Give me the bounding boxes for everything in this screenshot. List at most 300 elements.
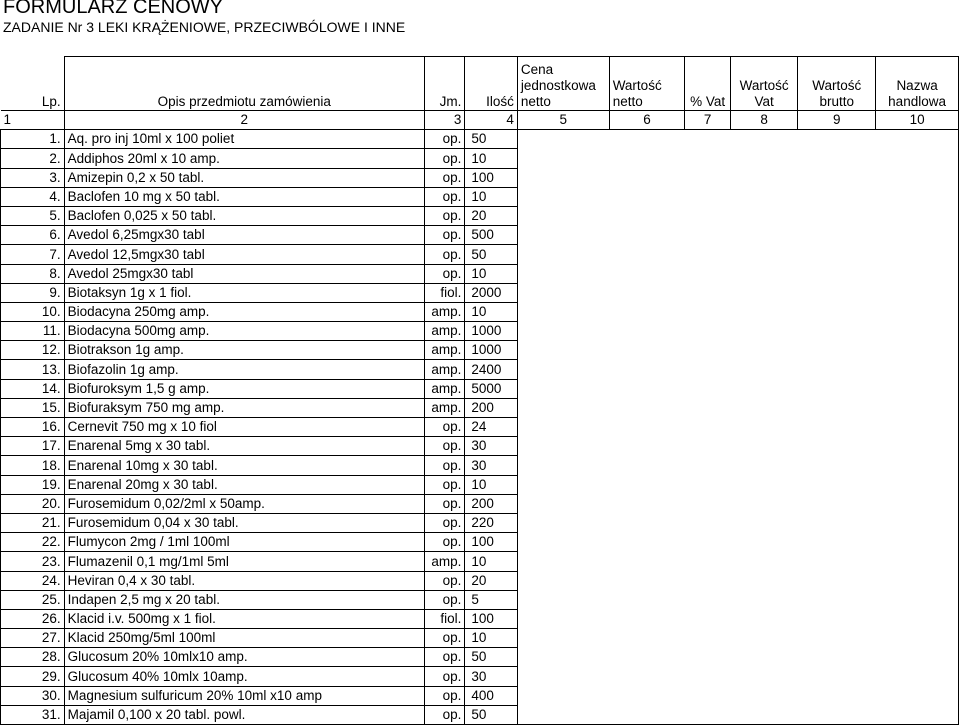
row-cena-jednostkowa[interactable] [517,187,609,206]
row-wartosc-vat[interactable] [730,168,798,187]
row-opis: Biofuraksym 750 mg amp. [64,398,424,417]
row-ilosc: 200 [465,398,517,417]
row-ilosc: 10 [465,475,517,494]
row-vat[interactable] [685,590,730,609]
row-wartosc-vat[interactable] [730,494,798,513]
row-nazwa-handlowa[interactable] [876,283,959,302]
row-vat[interactable] [685,302,730,321]
row-wartosc-netto[interactable] [609,418,685,437]
row-opis: Flumazenil 0,1 mg/1ml 5ml [64,552,424,571]
table-body [1,130,959,725]
table-row [1,264,959,283]
row-wartosc-vat[interactable] [730,609,798,628]
row-wartosc-brutto[interactable] [798,302,876,321]
row-cena-jednostkowa[interactable] [517,437,609,456]
row-wartosc-netto[interactable] [609,686,685,705]
table-row [1,629,959,648]
row-vat[interactable] [685,705,730,724]
row-wartosc-netto[interactable] [609,168,685,187]
row-nazwa-handlowa[interactable] [876,590,959,609]
row-jm: op. [424,245,464,264]
row-nazwa-handlowa[interactable] [876,379,959,398]
row-lp: 30. [1,686,65,705]
row-cena-jednostkowa[interactable] [517,398,609,417]
row-vat[interactable] [685,168,730,187]
row-nazwa-handlowa[interactable] [876,226,959,245]
row-ilosc: 30 [465,667,517,686]
row-opis: Biodacyna 500mg amp. [64,322,424,341]
row-wartosc-vat[interactable] [730,398,798,417]
row-cena-jednostkowa[interactable] [517,168,609,187]
row-wartosc-brutto[interactable] [798,552,876,571]
row-wartosc-netto[interactable] [609,398,685,417]
row-opis: Cernevit 750 mg x 10 fiol [64,418,424,437]
row-cena-jednostkowa[interactable] [517,302,609,321]
table-row [1,437,959,456]
row-cena-jednostkowa[interactable] [517,379,609,398]
row-wartosc-vat[interactable] [730,379,798,398]
table-row [1,609,959,628]
row-nazwa-handlowa[interactable] [876,187,959,206]
row-wartosc-brutto[interactable] [798,437,876,456]
row-cena-jednostkowa[interactable] [517,609,609,628]
row-wartosc-brutto[interactable] [798,130,876,149]
row-opis: Furosemidum 0,02/2ml x 50amp. [64,494,424,513]
row-wartosc-netto[interactable] [609,379,685,398]
table-row [1,206,959,225]
table-row [1,475,959,494]
row-cena-jednostkowa[interactable] [517,533,609,552]
row-wartosc-vat[interactable] [730,283,798,302]
row-lp: 8. [1,264,65,283]
row-cena-jednostkowa[interactable] [517,418,609,437]
row-wartosc-vat[interactable] [730,264,798,283]
row-nazwa-handlowa[interactable] [876,322,959,341]
row-wartosc-vat[interactable] [730,418,798,437]
row-vat[interactable] [685,609,730,628]
row-opis: Enarenal 10mg x 30 tabl. [64,456,424,475]
row-wartosc-vat[interactable] [730,475,798,494]
row-opis: Biofuroksym 1,5 g amp. [64,379,424,398]
row-lp: 4. [1,187,65,206]
row-vat[interactable] [685,513,730,532]
table-row [1,341,959,360]
row-ilosc: 5 [465,590,517,609]
row-wartosc-vat[interactable] [730,705,798,724]
row-nazwa-handlowa[interactable] [876,398,959,417]
row-wartosc-brutto[interactable] [798,226,876,245]
row-wartosc-netto[interactable] [609,437,685,456]
row-ilosc: 10 [465,302,517,321]
row-wartosc-netto[interactable] [609,590,685,609]
row-cena-jednostkowa[interactable] [517,648,609,667]
row-wartosc-netto[interactable] [609,456,685,475]
row-wartosc-brutto[interactable] [798,187,876,206]
row-cena-jednostkowa[interactable] [517,494,609,513]
row-vat[interactable] [685,686,730,705]
row-nazwa-handlowa[interactable] [876,552,959,571]
row-wartosc-netto[interactable] [609,533,685,552]
row-wartosc-brutto[interactable] [798,571,876,590]
row-cena-jednostkowa[interactable] [517,245,609,264]
row-jm: op. [424,130,464,149]
row-wartosc-netto[interactable] [609,283,685,302]
row-vat[interactable] [685,206,730,225]
row-cena-jednostkowa[interactable] [517,149,609,168]
row-jm: op. [424,533,464,552]
row-wartosc-netto[interactable] [609,552,685,571]
row-ilosc: 10 [465,629,517,648]
row-ilosc: 50 [465,648,517,667]
row-vat[interactable] [685,533,730,552]
row-lp: 27. [1,629,65,648]
row-wartosc-netto[interactable] [609,322,685,341]
row-ilosc: 20 [465,206,517,225]
row-wartosc-vat[interactable] [730,206,798,225]
row-nazwa-handlowa[interactable] [876,648,959,667]
row-jm: op. [424,571,464,590]
row-vat[interactable] [685,283,730,302]
row-jm: op. [424,590,464,609]
row-ilosc: 10 [465,149,517,168]
row-wartosc-brutto[interactable] [798,398,876,417]
table-row [1,705,959,724]
row-wartosc-netto[interactable] [609,149,685,168]
row-nazwa-handlowa[interactable] [876,475,959,494]
row-wartosc-brutto[interactable] [798,283,876,302]
row-vat[interactable] [685,341,730,360]
row-nazwa-handlowa[interactable] [876,686,959,705]
column-number-row [1,111,959,130]
row-vat[interactable] [685,398,730,417]
row-wartosc-netto[interactable] [609,667,685,686]
row-ilosc: 50 [465,705,517,724]
row-opis: Baclofen 10 mg x 50 tabl. [64,187,424,206]
row-cena-jednostkowa[interactable] [517,456,609,475]
table-row [1,648,959,667]
row-wartosc-vat[interactable] [730,590,798,609]
row-wartosc-brutto[interactable] [798,475,876,494]
header-ilosc: Ilość [465,57,517,111]
column-number: 6 [609,111,685,130]
row-nazwa-handlowa[interactable] [876,437,959,456]
row-cena-jednostkowa[interactable] [517,264,609,283]
row-wartosc-brutto[interactable] [798,705,876,724]
row-lp: 25. [1,590,65,609]
row-vat[interactable] [685,149,730,168]
row-nazwa-handlowa[interactable] [876,302,959,321]
row-wartosc-vat[interactable] [730,226,798,245]
row-ilosc: 10 [465,264,517,283]
row-wartosc-netto[interactable] [609,264,685,283]
row-lp: 13. [1,360,65,379]
row-wartosc-brutto[interactable] [798,494,876,513]
row-wartosc-vat[interactable] [730,187,798,206]
row-vat[interactable] [685,552,730,571]
row-wartosc-netto[interactable] [609,187,685,206]
table-row [1,149,959,168]
row-ilosc: 500 [465,226,517,245]
row-lp: 29. [1,667,65,686]
row-opis: Furosemidum 0,04 x 30 tabl. [64,513,424,532]
row-opis: Enarenal 5mg x 30 tabl. [64,437,424,456]
row-wartosc-brutto[interactable] [798,418,876,437]
row-wartosc-netto[interactable] [609,360,685,379]
row-lp: 1. [1,130,65,149]
row-opis: Addiphos 20ml x 10 amp. [64,149,424,168]
row-ilosc: 220 [465,513,517,532]
row-wartosc-netto[interactable] [609,648,685,667]
row-vat[interactable] [685,418,730,437]
row-wartosc-brutto[interactable] [798,322,876,341]
row-jm: amp. [424,398,464,417]
table-row [1,552,959,571]
row-lp: 12. [1,341,65,360]
row-cena-jednostkowa[interactable] [517,341,609,360]
row-wartosc-brutto[interactable] [798,264,876,283]
table-row [1,187,959,206]
row-nazwa-handlowa[interactable] [876,533,959,552]
row-lp: 10. [1,302,65,321]
row-nazwa-handlowa[interactable] [876,245,959,264]
row-nazwa-handlowa[interactable] [876,667,959,686]
row-wartosc-vat[interactable] [730,513,798,532]
row-nazwa-handlowa[interactable] [876,264,959,283]
row-nazwa-handlowa[interactable] [876,130,959,149]
row-ilosc: 10 [465,552,517,571]
row-wartosc-vat[interactable] [730,341,798,360]
row-wartosc-brutto[interactable] [798,629,876,648]
row-jm: op. [424,264,464,283]
table-row [1,590,959,609]
row-wartosc-netto[interactable] [609,571,685,590]
row-wartosc-brutto[interactable] [798,533,876,552]
row-wartosc-brutto[interactable] [798,360,876,379]
row-nazwa-handlowa[interactable] [876,629,959,648]
row-jm: amp. [424,552,464,571]
row-wartosc-netto[interactable] [609,494,685,513]
row-vat[interactable] [685,475,730,494]
row-vat[interactable] [685,437,730,456]
row-lp: 16. [1,418,65,437]
row-vat[interactable] [685,245,730,264]
row-wartosc-vat[interactable] [730,629,798,648]
row-jm: fiol. [424,283,464,302]
row-ilosc: 200 [465,494,517,513]
row-cena-jednostkowa[interactable] [517,360,609,379]
row-jm: op. [424,667,464,686]
table-row [1,667,959,686]
row-vat[interactable] [685,187,730,206]
row-wartosc-netto[interactable] [609,629,685,648]
header-wartosc-vat: Wartość Vat [730,57,798,111]
table-row [1,494,959,513]
row-wartosc-brutto[interactable] [798,341,876,360]
table-row [1,513,959,532]
table-row [1,456,959,475]
row-ilosc: 30 [465,456,517,475]
row-nazwa-handlowa[interactable] [876,168,959,187]
row-wartosc-vat[interactable] [730,456,798,475]
table-row [1,130,959,149]
row-ilosc: 1000 [465,322,517,341]
row-wartosc-vat[interactable] [730,552,798,571]
row-cena-jednostkowa[interactable] [517,130,609,149]
row-wartosc-netto[interactable] [609,609,685,628]
row-wartosc-netto[interactable] [609,130,685,149]
row-wartosc-netto[interactable] [609,705,685,724]
row-cena-jednostkowa[interactable] [517,226,609,245]
row-ilosc: 2000 [465,283,517,302]
column-number: 9 [798,111,876,130]
row-nazwa-handlowa[interactable] [876,149,959,168]
row-vat[interactable] [685,360,730,379]
row-wartosc-brutto[interactable] [798,379,876,398]
row-cena-jednostkowa[interactable] [517,283,609,302]
row-wartosc-vat[interactable] [730,667,798,686]
row-wartosc-netto[interactable] [609,513,685,532]
form-subtitle: ZADANIE Nr 3 LEKI KRĄŻENIOWE, PRZECIWBÓLOWE I INNE [3,19,406,35]
row-nazwa-handlowa[interactable] [876,341,959,360]
row-wartosc-netto[interactable] [609,341,685,360]
row-vat[interactable] [685,648,730,667]
row-wartosc-vat[interactable] [730,437,798,456]
row-vat[interactable] [685,456,730,475]
row-wartosc-vat[interactable] [730,360,798,379]
row-wartosc-brutto[interactable] [798,456,876,475]
row-vat[interactable] [685,379,730,398]
row-wartosc-brutto[interactable] [798,686,876,705]
row-wartosc-vat[interactable] [730,533,798,552]
row-vat[interactable] [685,130,730,149]
column-number: 2 [64,111,424,130]
header-jm: Jm. [424,57,464,111]
row-wartosc-brutto[interactable] [798,168,876,187]
row-wartosc-netto[interactable] [609,475,685,494]
row-wartosc-vat[interactable] [730,648,798,667]
row-jm: amp. [424,341,464,360]
row-wartosc-vat[interactable] [730,302,798,321]
row-wartosc-brutto[interactable] [798,590,876,609]
row-lp: 23. [1,552,65,571]
row-opis: Aq. pro inj 10ml x 100 poliet [64,130,424,149]
row-wartosc-brutto[interactable] [798,149,876,168]
row-vat[interactable] [685,494,730,513]
row-nazwa-handlowa[interactable] [876,206,959,225]
row-jm: op. [424,629,464,648]
row-nazwa-handlowa[interactable] [876,494,959,513]
table-row [1,571,959,590]
row-wartosc-brutto[interactable] [798,609,876,628]
row-vat[interactable] [685,571,730,590]
row-lp: 26. [1,609,65,628]
row-wartosc-netto[interactable] [609,206,685,225]
row-nazwa-handlowa[interactable] [876,609,959,628]
column-number: 5 [517,111,609,130]
row-opis: Glucosum 20% 10mlx10 amp. [64,648,424,667]
row-cena-jednostkowa[interactable] [517,629,609,648]
row-jm: amp. [424,322,464,341]
row-jm: amp. [424,360,464,379]
row-lp: 31. [1,705,65,724]
row-wartosc-vat[interactable] [730,322,798,341]
row-wartosc-netto[interactable] [609,302,685,321]
row-wartosc-vat[interactable] [730,686,798,705]
row-opis: Avedol 12,5mgx30 tabl [64,245,424,264]
table-row [1,398,959,417]
row-wartosc-brutto[interactable] [798,648,876,667]
row-cena-jednostkowa[interactable] [517,206,609,225]
row-vat[interactable] [685,322,730,341]
row-ilosc: 400 [465,686,517,705]
table-row [1,302,959,321]
row-jm: amp. [424,379,464,398]
row-vat[interactable] [685,667,730,686]
row-wartosc-vat[interactable] [730,130,798,149]
row-cena-jednostkowa[interactable] [517,475,609,494]
row-wartosc-brutto[interactable] [798,206,876,225]
row-ilosc: 20 [465,571,517,590]
row-vat[interactable] [685,226,730,245]
row-wartosc-netto[interactable] [609,226,685,245]
row-cena-jednostkowa[interactable] [517,705,609,724]
table-row [1,418,959,437]
row-wartosc-brutto[interactable] [798,667,876,686]
row-jm: op. [424,648,464,667]
row-cena-jednostkowa[interactable] [517,322,609,341]
row-nazwa-handlowa[interactable] [876,418,959,437]
row-opis: Heviran 0,4 x 30 tabl. [64,571,424,590]
row-nazwa-handlowa[interactable] [876,571,959,590]
row-wartosc-netto[interactable] [609,245,685,264]
row-wartosc-brutto[interactable] [798,513,876,532]
table-row [1,283,959,302]
row-wartosc-vat[interactable] [730,245,798,264]
row-ilosc: 100 [465,168,517,187]
row-ilosc: 2400 [465,360,517,379]
header-wartosc-netto: Wartość netto [609,57,685,111]
row-cena-jednostkowa[interactable] [517,571,609,590]
row-cena-jednostkowa[interactable] [517,513,609,532]
row-wartosc-brutto[interactable] [798,245,876,264]
row-jm: op. [424,494,464,513]
row-cena-jednostkowa[interactable] [517,686,609,705]
row-cena-jednostkowa[interactable] [517,590,609,609]
row-nazwa-handlowa[interactable] [876,360,959,379]
row-vat[interactable] [685,264,730,283]
header-row [1,57,959,111]
row-nazwa-handlowa[interactable] [876,456,959,475]
row-opis: Enarenal 20mg x 30 tabl. [64,475,424,494]
row-lp: 7. [1,245,65,264]
row-jm: op. [424,168,464,187]
row-cena-jednostkowa[interactable] [517,552,609,571]
row-cena-jednostkowa[interactable] [517,667,609,686]
row-wartosc-vat[interactable] [730,571,798,590]
row-jm: op. [424,513,464,532]
row-lp: 17. [1,437,65,456]
row-nazwa-handlowa[interactable] [876,705,959,724]
row-lp: 11. [1,322,65,341]
row-ilosc: 100 [465,533,517,552]
row-opis: Klacid i.v. 500mg x 1 fiol. [64,609,424,628]
row-nazwa-handlowa[interactable] [876,513,959,532]
row-lp: 24. [1,571,65,590]
row-vat[interactable] [685,629,730,648]
row-wartosc-vat[interactable] [730,149,798,168]
row-lp: 14. [1,379,65,398]
header-lp: Lp. [1,57,65,111]
